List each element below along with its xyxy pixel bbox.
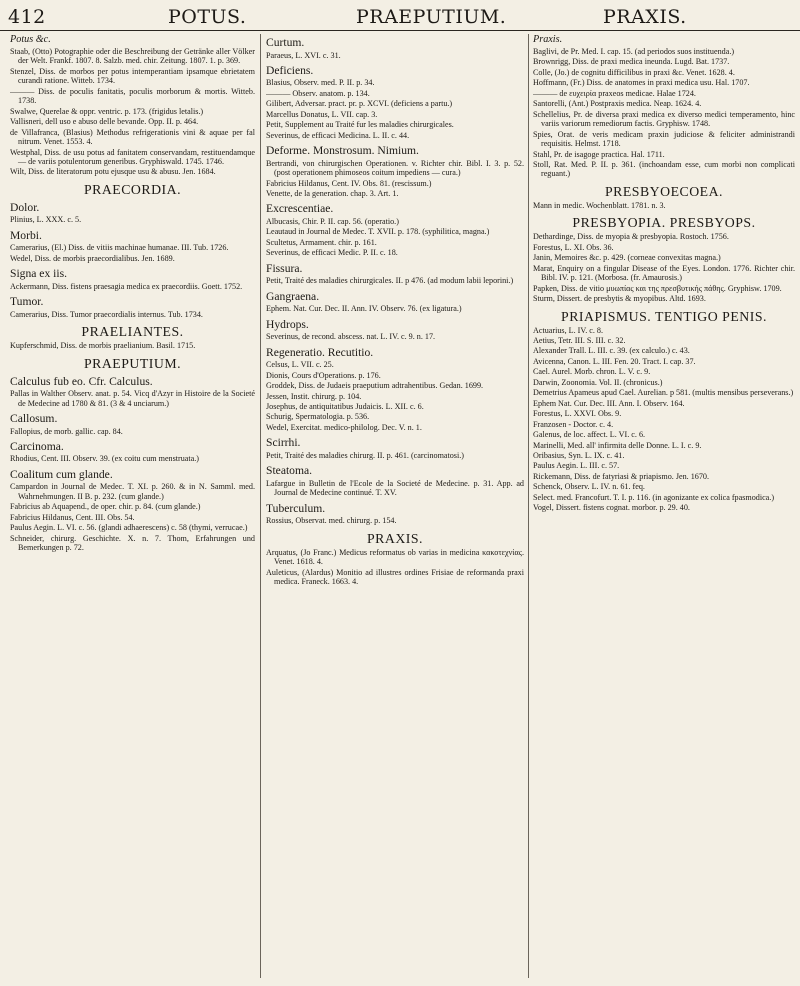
entry: Darwin, Zoonomia. Vol. II. (chronicus.)	[533, 377, 663, 387]
entry: Camerarius, Diss. Tumor praecordialis internus. Tub. 1734.	[10, 309, 203, 319]
section-heading: PRAECORDIA.	[83, 181, 182, 197]
entry: Forestus, L. XI. Obs. 36.	[533, 242, 614, 252]
entry: Fabricius Hildanus, Cent. III. Obs. 54.	[10, 512, 135, 522]
entry: Scultetus, Armament. chir. p. 161.	[266, 237, 377, 247]
entry: Camerarius, (El.) Diss. de vitiis machinae humanae. III. Tub. 1726.	[10, 243, 229, 253]
entry: Groddek, Diss. de Judaeis praeputium adtrahentibus. Gedan. 1699.	[266, 381, 484, 391]
entry: Stahl, Pr. de isagoge practica. Hal. 1711.	[533, 149, 665, 159]
entry: Celsus, L. VII. c. 25.	[266, 360, 334, 370]
entry: Petit, Supplement au Traité fur les maladies chirurgicales.	[266, 120, 454, 130]
entry: Fabricius ab Aquapend., de oper. chir. p. 84. (cum glande.)	[10, 502, 201, 512]
entry: Franzosen - Doctor. c. 4.	[533, 419, 614, 429]
entry: Lafargue in Bulletin de l'Ecole de la Societé de Medecine. p. 31. App. ad Journal de Medecine continué. T. XV.	[266, 478, 524, 498]
entry: Plinius, L. XXX. c. 5.	[10, 215, 82, 225]
entry: Dethardinge, Diss. de myopia & presbyopia. Rostoch. 1756.	[533, 232, 729, 242]
entry: Bertrandi, von chirurgischen Operationen. v. Richter chir. Bibl. I. 3. p. 52. (post operationem phimoseos coitum impediens — cura.)	[266, 158, 524, 178]
entry: Rickemann, Diss. de fatyriasi & priapismo. Jen. 1670.	[533, 471, 710, 481]
entry: Rhodius, Cent. III. Observ. 39. (ex coitu cum menstruata.)	[10, 454, 200, 464]
entry: Blasius, Observ. med. P. II. p. 34.	[266, 78, 375, 88]
continued-title: Potus &c.	[10, 34, 51, 45]
entry: Schneider, chirurg. Geschichte. X. n. 7. Thom, Erfahrungen und Bemerkungen p. 72.	[10, 533, 255, 553]
column-divider	[528, 34, 529, 978]
entry: Wedel, Exercitat. medico-philolog. Dec. V. n. 1.	[266, 422, 422, 432]
entry: Marcellus Donatus, L. VII. cap. 3.	[266, 109, 378, 119]
subsection-heading: Carcinoma.	[10, 439, 64, 453]
subsection-heading: Scirrhi.	[266, 436, 301, 450]
entry: Gilibert, Adversar. pract. pr. p. XCVI. (deficiens a partu.)	[266, 99, 453, 109]
entry: Schellelius, Pr. de diversa praxi medica ex diverso medici temperamento, hinc variis variorum remediorum factis. Gryphisw. 1748.	[533, 109, 795, 129]
entry: Paraeus, L. XVI. c. 31.	[266, 50, 341, 60]
entry: Vogel, Dissert. fistens cognat. morbor. p. 29. 40.	[533, 503, 690, 513]
entry: Janin, Memoires &c. p. 429. (corneae convexitas magna.)	[533, 253, 721, 263]
entry: Santorelli, (Ant.) Postpraxis medica. Neap. 1624. 4.	[533, 99, 702, 109]
entry: Marinelli, Med. all' infirmita delle Donne. L. I. c. 9.	[533, 440, 702, 450]
subsection-heading: Tuberculum.	[266, 501, 326, 515]
entry: Aetius, Tetr. III. S. III. c. 32.	[533, 335, 626, 345]
section-heading: PRESBYOECOEA.	[604, 183, 724, 199]
entry: de Villafranca, (Blasius) Methodus refrigerationis vini & aquae per fal nitrum. Venet. 1553. 4.	[10, 127, 255, 147]
subsection-heading: Signa ex iis.	[10, 267, 68, 281]
entry: Swalwe, Querelae & oppr. ventric. p. 173. (frigidus letalis.)	[10, 106, 204, 116]
page-number: 412	[8, 6, 46, 28]
subsection-heading: Gangraena.	[266, 289, 320, 303]
entry: ——— de ευχειρία praxeos medicae. Halae 1724.	[533, 88, 696, 98]
entry: Albucasis, Chir. P. II. cap. 56. (operatio.)	[266, 216, 399, 226]
subsection-heading: Tumor.	[10, 295, 44, 309]
subsection-heading: Coalitum cum glande.	[10, 467, 113, 481]
subsection-heading: Regeneratio. Recutitio.	[266, 345, 374, 359]
entry: Jessen, Instit. chirurg. p. 104.	[266, 391, 362, 401]
entry: Rossius, Observat. med. chirurg. p. 154.	[266, 516, 397, 526]
entry: Spies, Orat. de veris medicam praxin judiciose & feliciter administrandi requisitis. Helmst. 1718.	[533, 129, 795, 149]
entry: Leautaud in Journal de Medec. T. XVII. p. 178. (syphilitica, magna.)	[266, 227, 490, 237]
entry: Select. med. Francofurt. T. I. p. 116. (in agonizante ex colica fpasmodica.)	[533, 492, 775, 502]
subsection-heading: Calculus fub eo. Cfr. Calculus.	[10, 374, 153, 388]
entry: Petit, Traité des maladies chirurgicales. II. p 476. (ad modum labii leporini.)	[266, 276, 514, 286]
subsection-heading: Dolor.	[10, 200, 40, 214]
entry: Severinus, de efficaci Medic. P. II. c. 18.	[266, 248, 398, 258]
entry: Stoll, Rat. Med. P. II. p. 361. (inchoandam esse, cum morbi non complicati reguant.)	[533, 159, 795, 179]
entry: Avicenna, Canon. L. III. Fen. 20. Tract. I. cap. 37.	[533, 356, 696, 366]
entry: Auleticus, (Alardus) Monitio ad illustres ordines Frisiae de reformanda praxi medica. Franeck. 1663. 4.	[266, 567, 524, 586]
continued-title: Praxis.	[533, 34, 563, 45]
entry: Schurig, Spermatologia. p. 536.	[266, 412, 370, 422]
subsection-heading: Hydrops.	[266, 317, 309, 331]
column-right	[533, 32, 795, 982]
header-col3-title: PRAXIS.	[603, 6, 687, 28]
header-rule	[0, 30, 800, 31]
entry: ——— Diss. de poculis fanitatis, poculis morborum & mortis. Witteb. 1738.	[10, 86, 255, 106]
subsection-heading: Callosum.	[10, 412, 58, 426]
entry: Fabricius Hildanus, Cent. IV. Obs. 81. (rescissum.)	[266, 178, 432, 188]
subsection-heading: Deficiens.	[266, 63, 314, 77]
entry: Paulus Aegin. L. VI. c. 56. (glandi adhaerescens) c. 58 (thymi, verrucae.)	[10, 523, 248, 533]
column-middle	[266, 32, 524, 982]
entry: Galenus, de loc. affect. L. VI. c. 6.	[533, 430, 646, 440]
entry: Josephus, de antiquitatibus Judaicis. L. XII. c. 6.	[266, 401, 424, 411]
entry: Mann in medic. Wochenblatt. 1781. n. 3.	[533, 200, 666, 210]
entry: Fallopius, de morb. gallic. cap. 84.	[10, 426, 123, 436]
entry: Cael. Aurel. Morb. chron. L. V. c. 9.	[533, 367, 651, 377]
running-header	[0, 0, 800, 32]
entry: Brownrigg, Diss. de praxi medica ineunda. Lugd. Bat. 1737.	[533, 57, 730, 67]
entry: Wilt, Diss. de literatorum potu ejusque usu & abusu. Jen. 1684.	[10, 167, 216, 177]
section-heading: PRAEPUTIUM.	[83, 355, 182, 371]
entry: Marat, Enquiry on a fingular Disease of the Eyes. London. 1776. Richter chir. Bibl. IV. p. 121. (Morbosa. (fr. Amaurosis.)	[533, 263, 795, 283]
subsection-heading: Steatoma.	[266, 464, 313, 478]
entry: Wedel, Diss. de morbis praecordialibus. Jen. 1689.	[10, 253, 175, 263]
entry: ——— Observ. anatom. p. 134.	[266, 88, 370, 98]
section-heading: PRAELIANTES.	[81, 324, 184, 340]
entry: Colle, (Jo.) de cognitu difficilibus in praxi &c. Venet. 1628. 4.	[533, 67, 735, 77]
entry: Arquatus, (Jo Franc.) Medicus reformatus ob varias in medicina κακοτεχνίας. Venet. 1618. 4.	[266, 547, 524, 567]
entry: Petit, Traité des maladies chirurg. II. p. 461. (carcinomatosi.)	[266, 450, 464, 460]
header-col1-title: POTUS.	[168, 6, 247, 28]
entry: Westphal, Diss. de usu potus ad fanitatem conservandam, restituendamque — de variis potulentorum generibus. Gryphiswald. 1745. 1746.	[10, 147, 255, 166]
entry: Severinus, de efficaci Medicina. L. II. c. 44.	[266, 130, 410, 140]
subsection-heading: Deforme. Monstrosum. Nimium.	[266, 144, 419, 158]
entry: Paulus Aegin. L. III. c. 57.	[533, 461, 620, 471]
entry: Actuarius, L. IV. c. 8.	[533, 325, 604, 335]
header-col2-title: PRAEPUTIUM.	[356, 6, 507, 28]
subsection-heading: Fissura.	[266, 261, 303, 275]
entry: Kupferschmid, Diss. de morbis praelianium. Basil. 1715.	[10, 341, 196, 351]
entry: Campardon in Journal de Medec. T. XI. p. 260. & in N. Samml. med. Wahrnehmungen. II B. p. 232. (cum glande.)	[10, 482, 255, 501]
entry: Pallas in Walther Observ. anat. p. 54. Vicq d'Azyr in Histoire de la Societé de Medecine ad 1780 & 81. (3 & 4 unciarum.)	[10, 389, 255, 408]
subsection-heading: Curtum.	[266, 36, 305, 49]
section-heading: PRESBYOPIA. PRESBYOPS.	[572, 215, 756, 231]
column-divider	[260, 34, 261, 978]
entry: Forestus, L. XXVI. Obs. 9.	[533, 409, 622, 419]
section-heading: PRAXIS.	[366, 530, 424, 546]
entry: Severinus, de recond. abscess. nat. L. IV. c. 9. n. 17.	[266, 332, 436, 342]
column-left	[10, 32, 255, 982]
entry: Oribasius, Syn. L. IX. c. 41.	[533, 450, 625, 460]
entry: Ackermann, Diss. fistens praesagia medica ex praecordiis. Goett. 1752.	[10, 281, 243, 291]
entry: Alexander Trall. L. III. c. 39. (ex calculo.) c. 43.	[533, 346, 690, 356]
subsection-heading: Excrescentiae.	[266, 202, 334, 216]
entry: Vallisneri, dell uso e abuso delle bevande. Opp. II. p. 464.	[10, 117, 199, 127]
subsection-heading: Morbi.	[10, 228, 42, 242]
entry: Ephem Nat. Cur. Dec. III. Ann. I. Observ. 164.	[533, 398, 685, 408]
section-heading: PRIAPISMUS. TENTIGO PENIS.	[561, 308, 767, 324]
entry: Schenck, Observ. L. IV. n. 61. feq.	[533, 482, 645, 492]
entry: Sturm, Dissert. de presbytis & myopibus. Altd. 1693.	[533, 294, 706, 304]
entry: Ephem. Nat. Cur. Dec. II. Ann. IV. Observ. 76. (ex ligatura.)	[266, 304, 462, 314]
entry: Staab, (Otto) Potographie oder die Beschreibung der Getränke aller Völker der Welt. Frankf. 1807. 8. Salzb. med. chir. Zeitung. 1807. 1. p. 369.	[10, 47, 255, 66]
entry: Stenzel, Diss. de morbos per potus intemperantiam ipsamque ebrietatem curandi ratione. Witteb. 1734.	[10, 66, 255, 86]
entry: Dionis, Cours d'Operations. p. 176.	[266, 370, 381, 380]
entry: Venette, de la generation. chap. 3. Art. 1.	[266, 189, 399, 199]
entry: Papken, Diss. de vitio μυωπίας και της πρεσβυτικής πάθης. Gryphisw. 1709.	[533, 283, 782, 293]
entry: Hoffmann, (Fr.) Diss. de anatomes in praxi medica usu. Hal. 1707.	[533, 78, 750, 88]
entry: Baglivi, de Pr. Med. I. cap. 15. (ad periodos suos instituenda.)	[533, 47, 735, 56]
entry: Demetrius Apameus apud Cael. Aurelian. p 581. (multis mensibus perseverans.)	[533, 388, 794, 398]
